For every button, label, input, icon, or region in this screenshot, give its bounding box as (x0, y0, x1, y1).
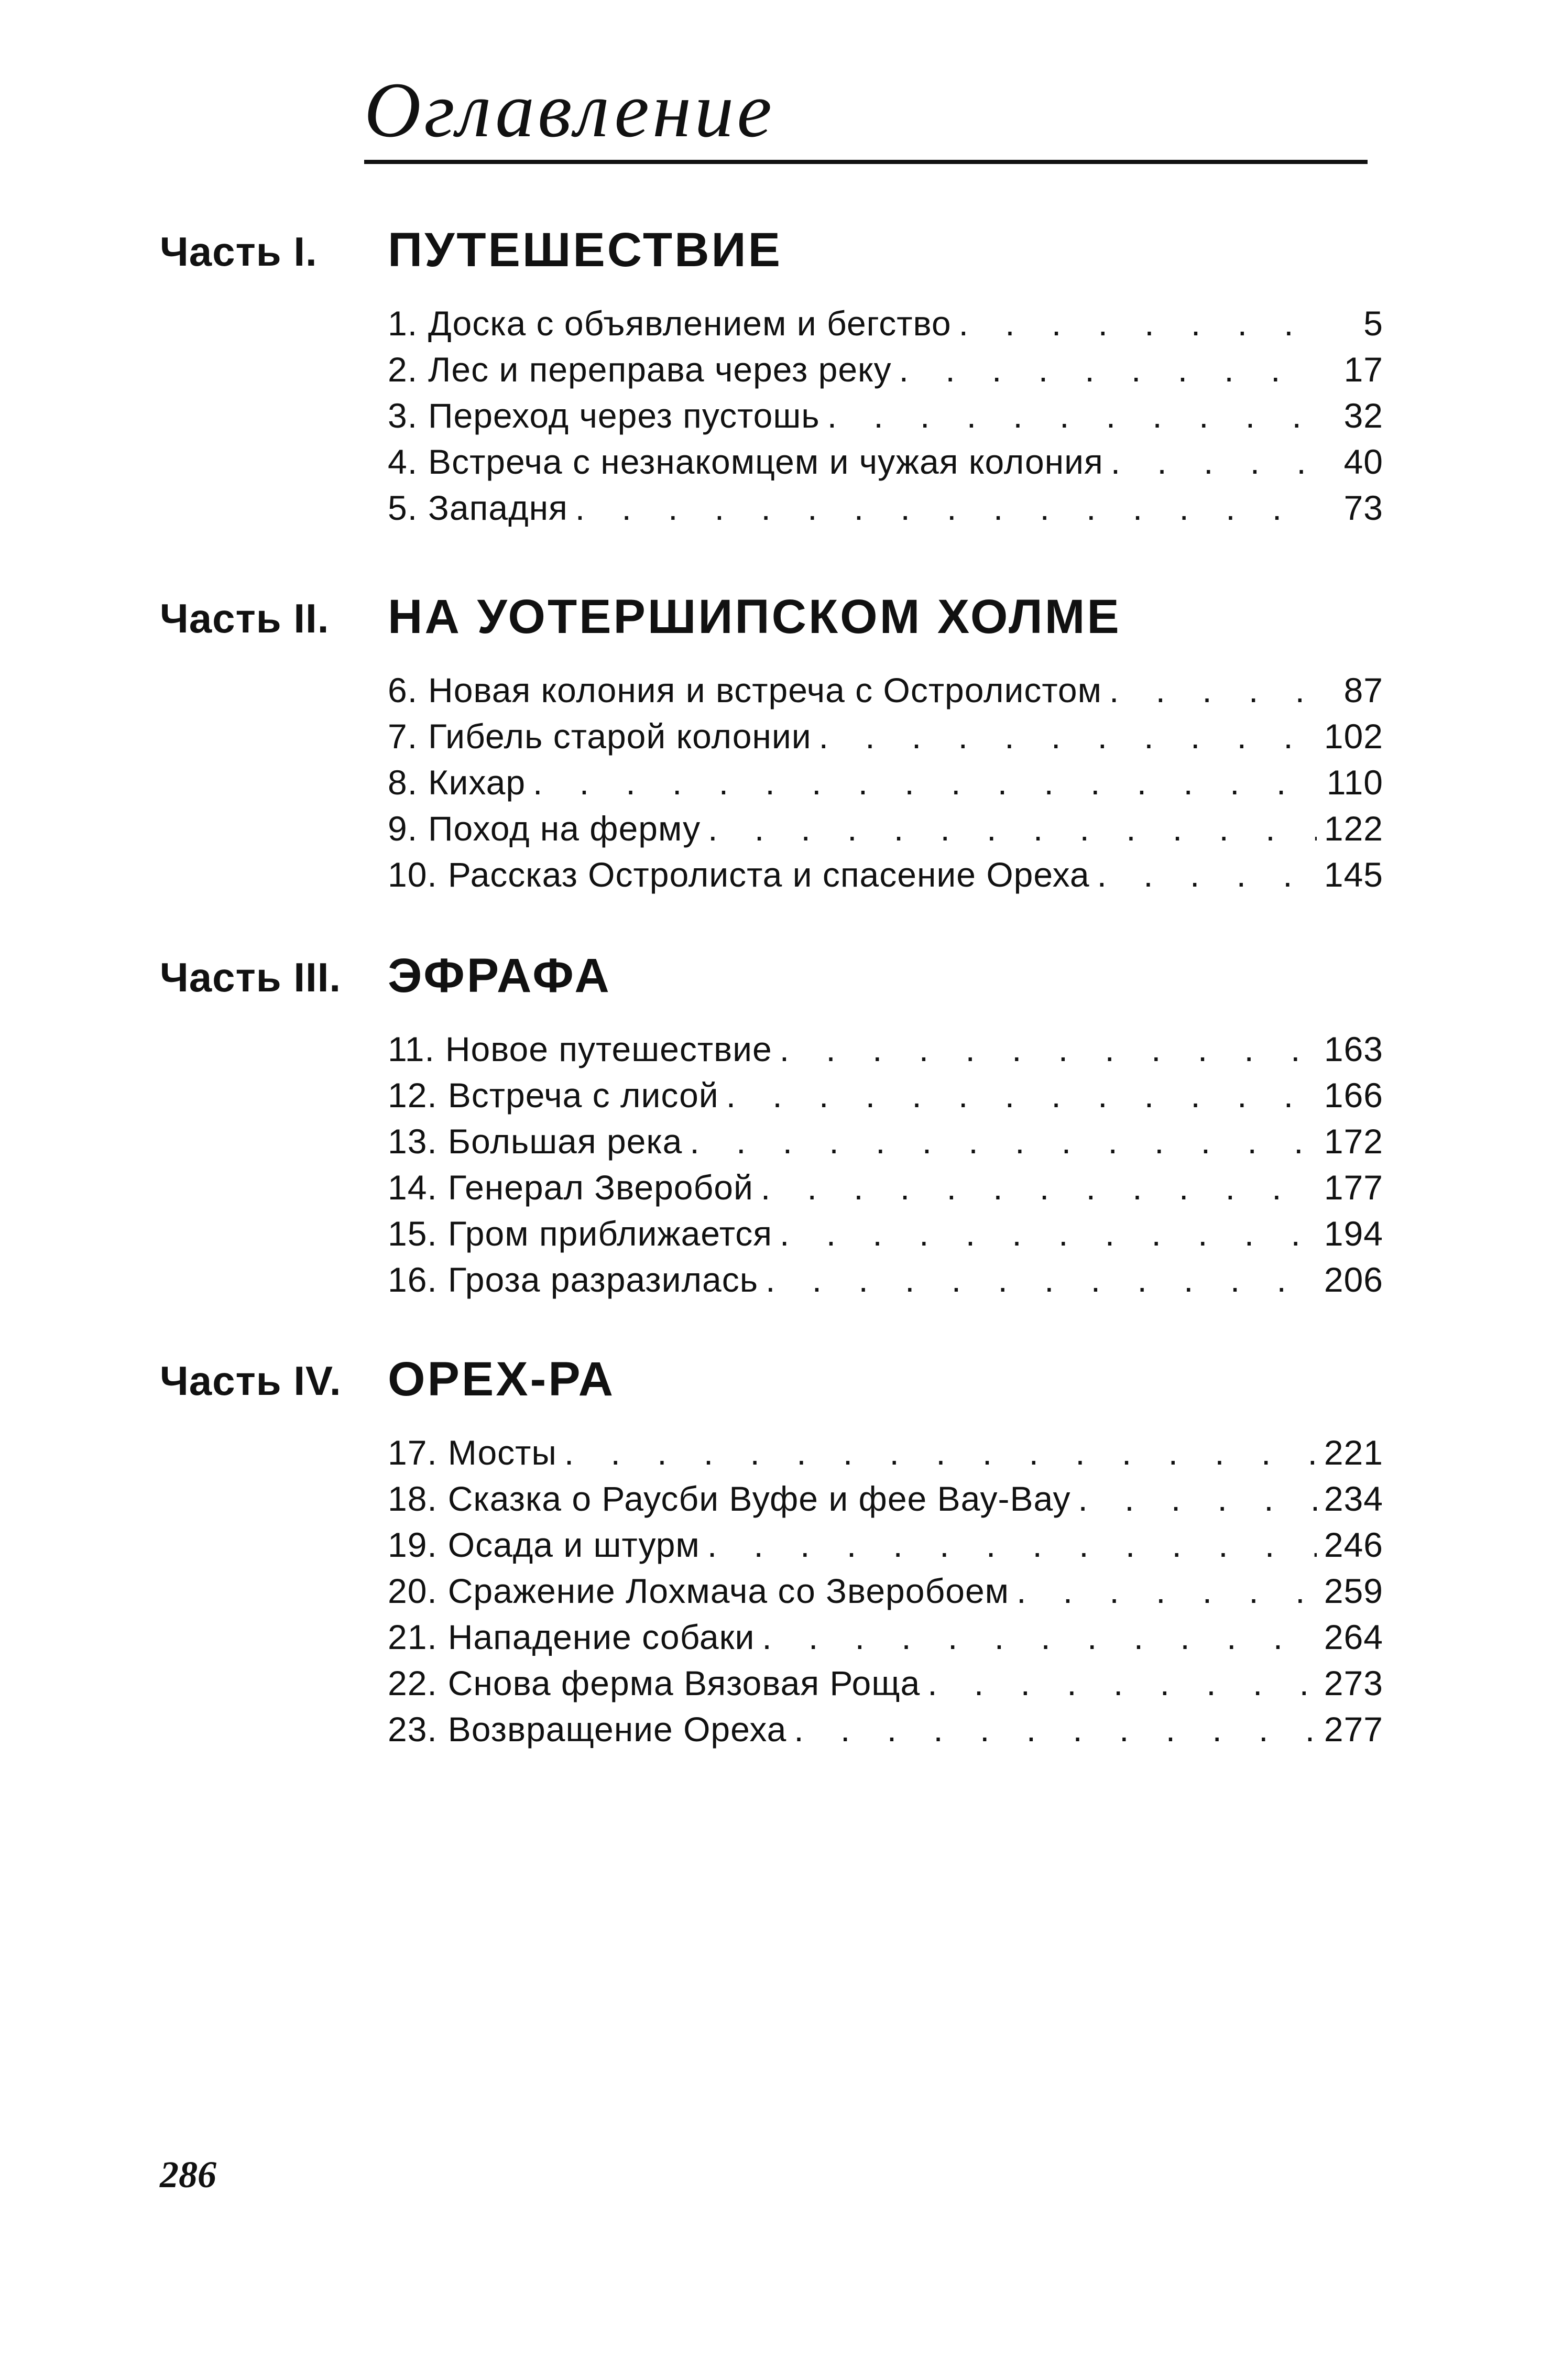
dot-leader (1078, 1476, 1317, 1522)
chapter-entry[interactable] (388, 667, 1383, 713)
chapter-list (388, 1429, 1383, 1752)
chapter-number: 2. (388, 350, 418, 389)
chapter-title: Сказка о Раусби Вуфе и фее Вау-Вау (447, 1479, 1071, 1518)
chapter-entry[interactable] (388, 759, 1383, 805)
chapter-page: 5 (1363, 304, 1383, 343)
dot-leader (780, 1026, 1317, 1072)
dot-leader (690, 1118, 1316, 1164)
chapter-title: Переход через пустошь (428, 396, 820, 435)
part-label: Часть I. (160, 228, 318, 275)
chapter-number: 13. (388, 1122, 438, 1161)
page-title: Оглавление (364, 67, 775, 154)
chapter-page: 40 (1343, 442, 1383, 481)
chapter-title: Мосты (447, 1433, 557, 1472)
chapter-number: 12. (388, 1076, 438, 1115)
chapter-page: 246 (1324, 1525, 1383, 1564)
dot-leader (708, 805, 1317, 851)
chapter-entry[interactable] (388, 1614, 1383, 1660)
part-label: Часть III. (160, 954, 342, 1000)
chapter-page: 264 (1324, 1618, 1383, 1656)
chapter-title: Сражение Лохмача со Зверобоем (447, 1571, 1010, 1610)
chapter-page: 102 (1324, 717, 1383, 756)
chapter-page: 273 (1324, 1664, 1383, 1702)
chapter-number: 22. (388, 1664, 438, 1702)
chapter-number: 3. (388, 396, 418, 435)
part-label: Часть II. (160, 595, 330, 641)
chapter-title: Осада и штурм (447, 1525, 700, 1564)
chapter-entry[interactable] (388, 392, 1383, 439)
dot-leader (927, 1660, 1317, 1706)
chapter-entry[interactable] (388, 1118, 1383, 1164)
chapter-title: Доска с объявлением и бегство (428, 304, 952, 343)
chapter-page: 73 (1343, 488, 1383, 527)
chapter-title: Большая река (447, 1122, 683, 1161)
chapter-list (388, 1026, 1383, 1303)
dot-leader (794, 1706, 1317, 1752)
chapter-number: 7. (388, 717, 418, 756)
chapter-number: 17. (388, 1433, 438, 1472)
chapter-page: 87 (1343, 671, 1383, 709)
chapter-page: 277 (1324, 1710, 1383, 1749)
chapter-entry[interactable] (388, 1257, 1383, 1303)
dot-leader (575, 485, 1318, 531)
chapter-page: 221 (1324, 1433, 1383, 1472)
chapter-number: 11. (388, 1030, 435, 1068)
chapter-title: Лес и переправа через реку (428, 350, 892, 389)
dot-leader (827, 392, 1318, 439)
chapter-list (388, 300, 1383, 531)
chapter-page: 166 (1324, 1076, 1383, 1115)
chapter-number: 19. (388, 1525, 438, 1564)
chapter-title: Встреча с лисой (447, 1076, 719, 1115)
chapter-entry[interactable] (388, 485, 1383, 531)
chapter-number: 10. (388, 855, 438, 894)
chapter-page: 163 (1324, 1030, 1383, 1068)
dot-leader (726, 1072, 1317, 1118)
chapter-number: 21. (388, 1618, 438, 1656)
chapter-page: 110 (1326, 763, 1383, 802)
part-title: ЭФРАФА (388, 949, 611, 1002)
chapter-number: 1. (388, 304, 418, 343)
chapter-title: Рассказ Остролиста и спасение Ореха (447, 855, 1090, 894)
chapter-entry[interactable] (388, 1522, 1383, 1568)
dot-leader (564, 1429, 1317, 1476)
chapter-title: Генерал Зверобой (447, 1168, 753, 1207)
chapter-title: Кихар (428, 763, 526, 802)
chapter-title: Гроза разразилась (447, 1260, 759, 1299)
dot-leader (780, 1210, 1317, 1257)
part-title: НА УОТЕРШИПСКОМ ХОЛМЕ (388, 590, 1121, 643)
chapter-title: Гром приближается (447, 1214, 773, 1253)
chapter-title: Возвращение Ореха (447, 1710, 787, 1749)
chapter-page: 194 (1324, 1214, 1383, 1253)
dot-leader (766, 1257, 1317, 1303)
chapter-page: 145 (1324, 855, 1383, 894)
chapter-title: Гибель старой колонии (428, 717, 812, 756)
chapter-page: 172 (1324, 1122, 1383, 1161)
part-title: ПУТЕШЕСТВИЕ (388, 223, 783, 277)
chapter-entry[interactable] (388, 1210, 1383, 1257)
chapter-title: Новая колония и встреча с Остролистом (428, 671, 1102, 709)
dot-leader (1097, 851, 1317, 898)
chapter-number: 9. (388, 809, 418, 848)
chapter-page: 206 (1324, 1260, 1383, 1299)
chapter-title: Нападение собаки (447, 1618, 755, 1656)
chapter-number: 20. (388, 1571, 438, 1610)
chapter-number: 15. (388, 1214, 438, 1253)
dot-leader (959, 300, 1318, 346)
chapter-number: 16. (388, 1260, 438, 1299)
title-rule (364, 160, 1368, 164)
part-title: ОРЕХ-РА (388, 1352, 616, 1406)
dot-leader (819, 713, 1317, 759)
chapter-entry[interactable] (388, 439, 1383, 485)
chapter-title: Снова ферма Вязовая Роща (447, 1664, 921, 1702)
chapter-number: 8. (388, 763, 418, 802)
chapter-entry[interactable] (388, 1476, 1383, 1522)
chapter-number: 6. (388, 671, 418, 709)
chapter-entry[interactable] (388, 1568, 1383, 1614)
chapter-entry[interactable] (388, 713, 1383, 759)
chapter-entry[interactable] (388, 346, 1383, 392)
chapter-title: Встреча с незнакомцем и чужая колония (428, 442, 1103, 481)
chapter-entry[interactable] (388, 1660, 1383, 1706)
chapter-number: 18. (388, 1479, 438, 1518)
chapter-number: 5. (388, 488, 418, 527)
chapter-entry[interactable] (388, 1164, 1383, 1210)
chapter-entry[interactable] (388, 805, 1383, 851)
chapter-page: 32 (1343, 396, 1383, 435)
dot-leader (1109, 667, 1318, 713)
chapter-entry[interactable] (388, 1026, 1383, 1072)
page-number: 286 (160, 2154, 216, 2196)
chapter-title: Новое путешествие (445, 1030, 772, 1068)
chapter-title: Поход на ферму (428, 809, 701, 848)
chapter-entry[interactable] (388, 300, 1383, 346)
dot-leader (1017, 1568, 1317, 1614)
dot-leader (533, 759, 1318, 805)
chapter-number: 14. (388, 1168, 438, 1207)
dot-leader (899, 346, 1318, 392)
chapter-entry[interactable] (388, 1706, 1383, 1752)
part-label: Часть IV. (160, 1358, 342, 1404)
chapter-page: 259 (1324, 1571, 1383, 1610)
chapter-number: 4. (388, 442, 418, 481)
chapter-list (388, 667, 1383, 898)
chapter-title: Западня (428, 488, 568, 527)
chapter-page: 234 (1324, 1479, 1383, 1518)
chapter-entry[interactable] (388, 1429, 1383, 1476)
dot-leader (762, 1614, 1317, 1660)
chapter-page: 177 (1324, 1168, 1383, 1207)
dot-leader (761, 1164, 1317, 1210)
chapter-entry[interactable] (388, 1072, 1383, 1118)
chapter-entry[interactable] (388, 851, 1383, 898)
dot-leader (707, 1522, 1317, 1568)
chapter-page: 122 (1324, 809, 1383, 848)
chapter-number: 23. (388, 1710, 438, 1749)
chapter-page: 17 (1343, 350, 1383, 389)
dot-leader (1111, 439, 1318, 485)
